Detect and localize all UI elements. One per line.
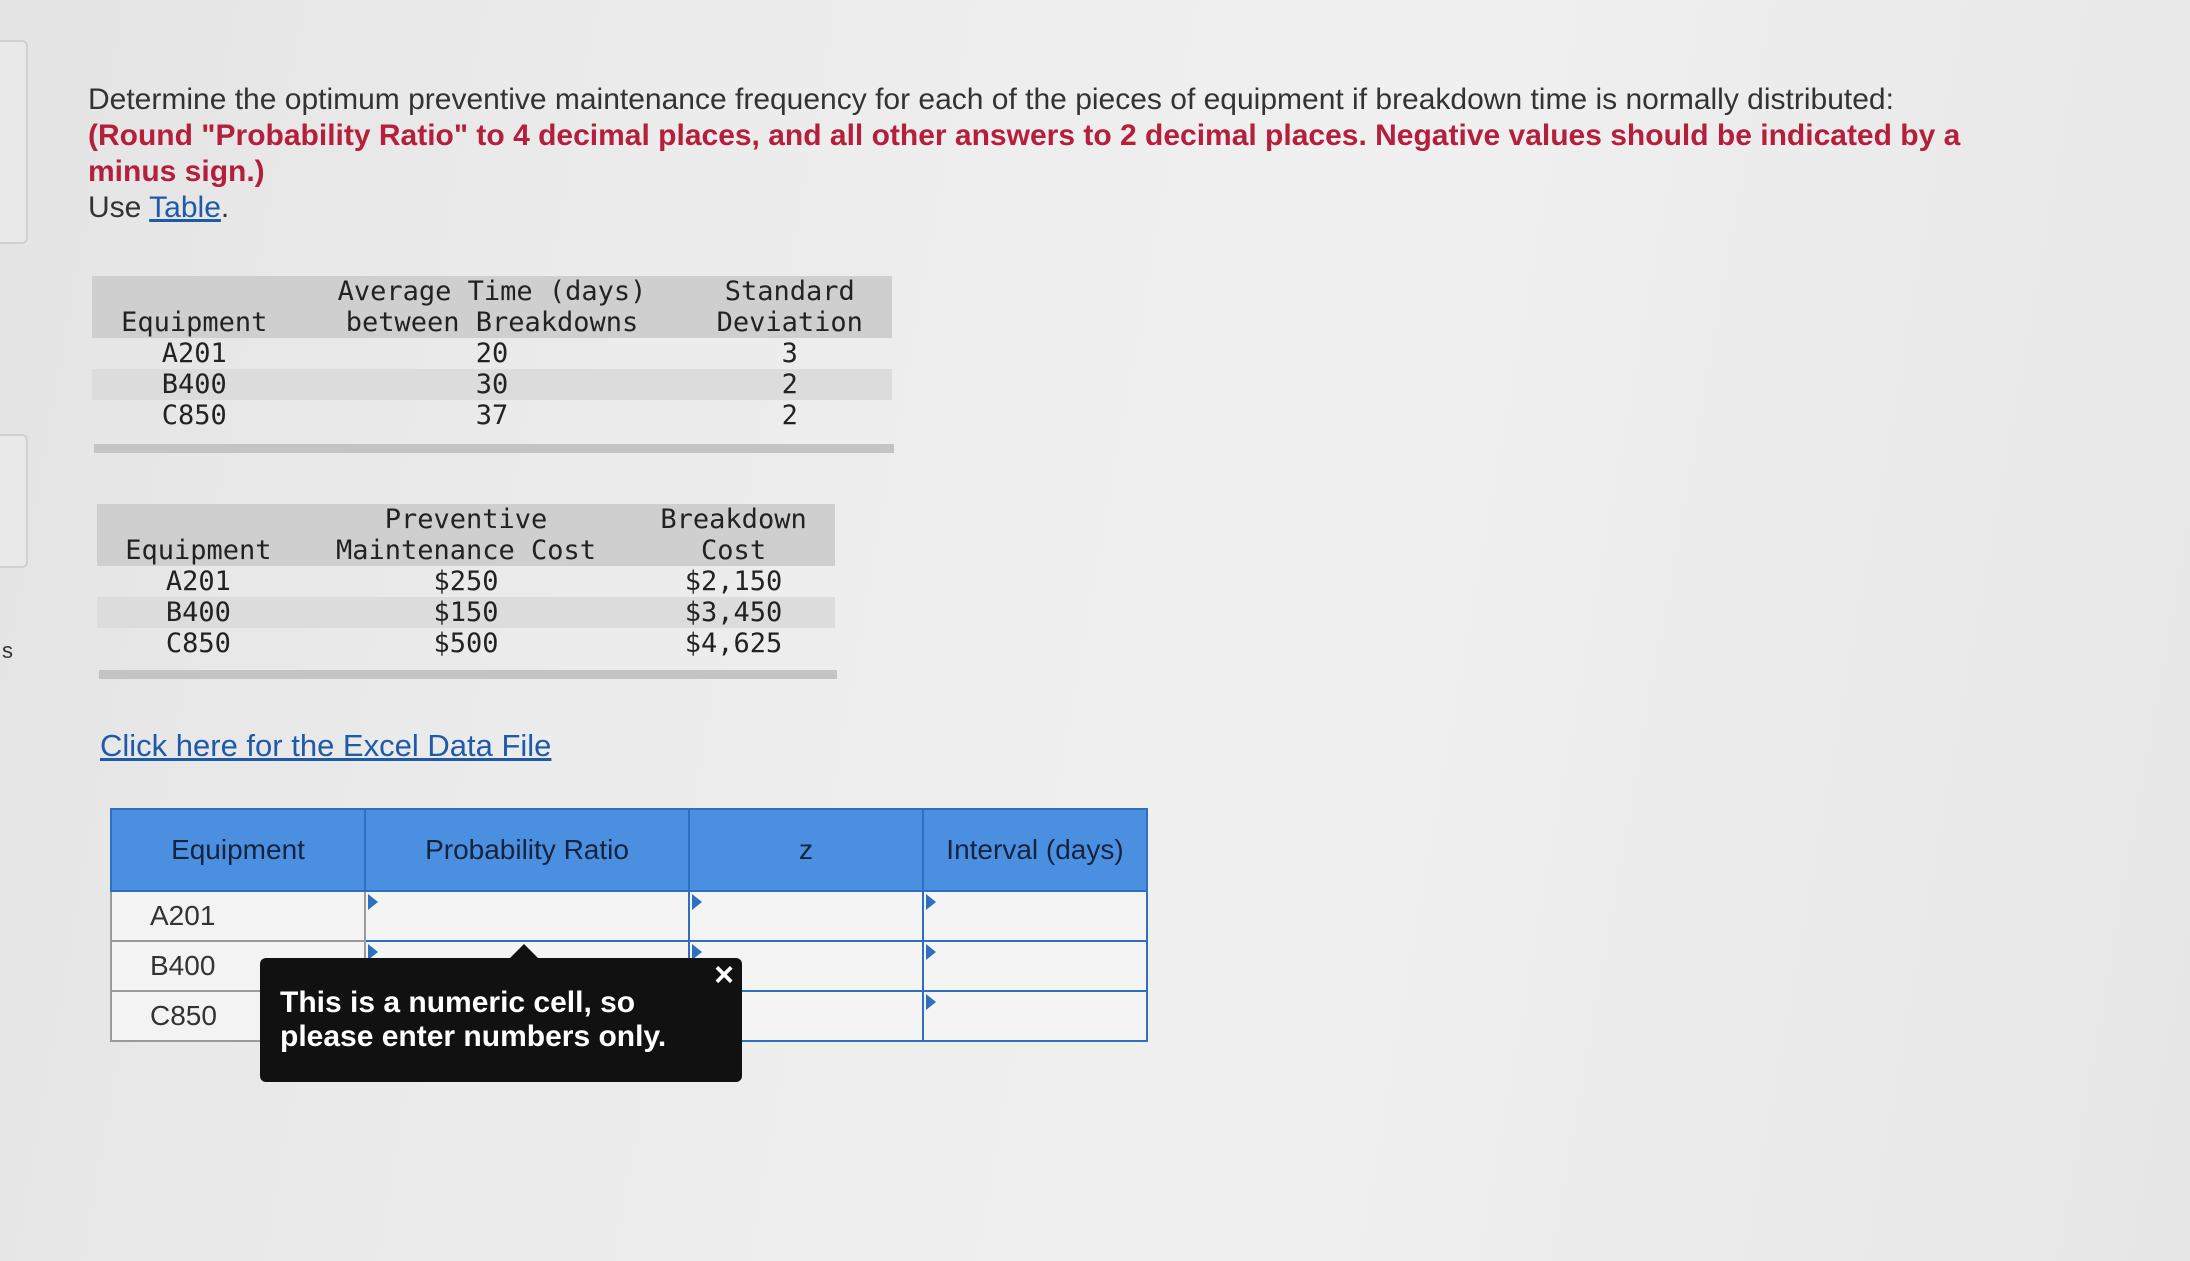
- t1-cell: B400: [92, 369, 297, 400]
- question-body: Determine the optimum preventive maintenance frequency for each of the pieces of equipment if breakdown time is normally distributed:: [88, 83, 1894, 116]
- use-prefix: Use: [88, 191, 142, 224]
- answer-row-label: A201: [111, 891, 365, 941]
- t2-cell: $2,150: [684, 566, 783, 597]
- question-text: [88, 82, 1988, 226]
- table-row: [92, 338, 892, 369]
- tooltip-text: This is a numeric cell, so please enter numbers only.: [280, 986, 667, 1053]
- rounding-instructions: (Round "Probability Ratio" to 4 decimal places, and all other answers to 2 decimal places. Negative values should be indicated by a minus sign.): [88, 119, 1961, 188]
- t1-cell: A201: [161, 338, 227, 369]
- answer-header-probability-ratio: Probability Ratio: [365, 809, 689, 891]
- excel-data-file-link[interactable]: Click here for the Excel Data File: [100, 728, 552, 763]
- answer-header-equipment: Equipment: [111, 809, 365, 891]
- answer-row-label: C850: [111, 991, 365, 1041]
- numeric-cell-tooltip: [260, 958, 742, 1082]
- interval-input[interactable]: [923, 891, 1147, 941]
- breakdown-time-table: [92, 276, 892, 431]
- answer-row-a201: [111, 891, 1147, 941]
- probability-ratio-input[interactable]: [365, 891, 689, 941]
- table-row: [97, 628, 835, 659]
- answer-header-interval: Interval (days): [923, 809, 1147, 891]
- table-row: [97, 566, 835, 597]
- t1-header-average-time: Average Time (days) between Breakdowns: [297, 276, 688, 338]
- table2-divider: [99, 670, 837, 679]
- t2-cell: A201: [165, 566, 231, 597]
- t2-header-equipment: Equipment: [97, 504, 300, 566]
- left-edge-letter: s: [2, 638, 13, 663]
- interval-input[interactable]: [923, 991, 1147, 1041]
- t2-cell: $250: [433, 566, 499, 597]
- t2-header-breakdown-cost: Breakdown Cost: [632, 504, 835, 566]
- t1-header-std-dev: Standard Deviation: [687, 276, 892, 338]
- close-icon[interactable]: ×: [714, 956, 734, 994]
- answer-header-z: z: [689, 809, 923, 891]
- t1-cell: 2: [687, 369, 892, 400]
- z-input[interactable]: [689, 891, 923, 941]
- table-row: [92, 369, 892, 400]
- use-suffix: .: [220, 191, 230, 224]
- table-row: [92, 400, 892, 431]
- t2-cell: $3,450: [632, 597, 835, 628]
- t1-cell: C850: [161, 400, 227, 431]
- table-link[interactable]: Table: [149, 191, 221, 224]
- t2-cell: $150: [300, 597, 632, 628]
- t1-header-equipment: Equipment: [92, 276, 297, 338]
- t2-cell: $4,625: [684, 628, 783, 659]
- t2-cell: $500: [433, 628, 499, 659]
- left-edge-panel-middle: [0, 434, 28, 568]
- left-edge-panel-top: [0, 40, 28, 244]
- t1-cell: 30: [297, 369, 688, 400]
- table1-divider: [94, 444, 894, 453]
- t2-cell: C850: [165, 628, 231, 659]
- answer-row-label: B400: [111, 941, 365, 991]
- cost-table: [97, 504, 835, 659]
- t1-cell: 20: [475, 338, 509, 369]
- t1-cell: 37: [475, 400, 509, 431]
- t2-header-preventive-cost: Preventive Maintenance Cost: [300, 504, 632, 566]
- table-row: [97, 597, 835, 628]
- t2-cell: B400: [97, 597, 300, 628]
- t1-cell: 2: [781, 400, 798, 431]
- interval-input[interactable]: [923, 941, 1147, 991]
- t1-cell: 3: [781, 338, 798, 369]
